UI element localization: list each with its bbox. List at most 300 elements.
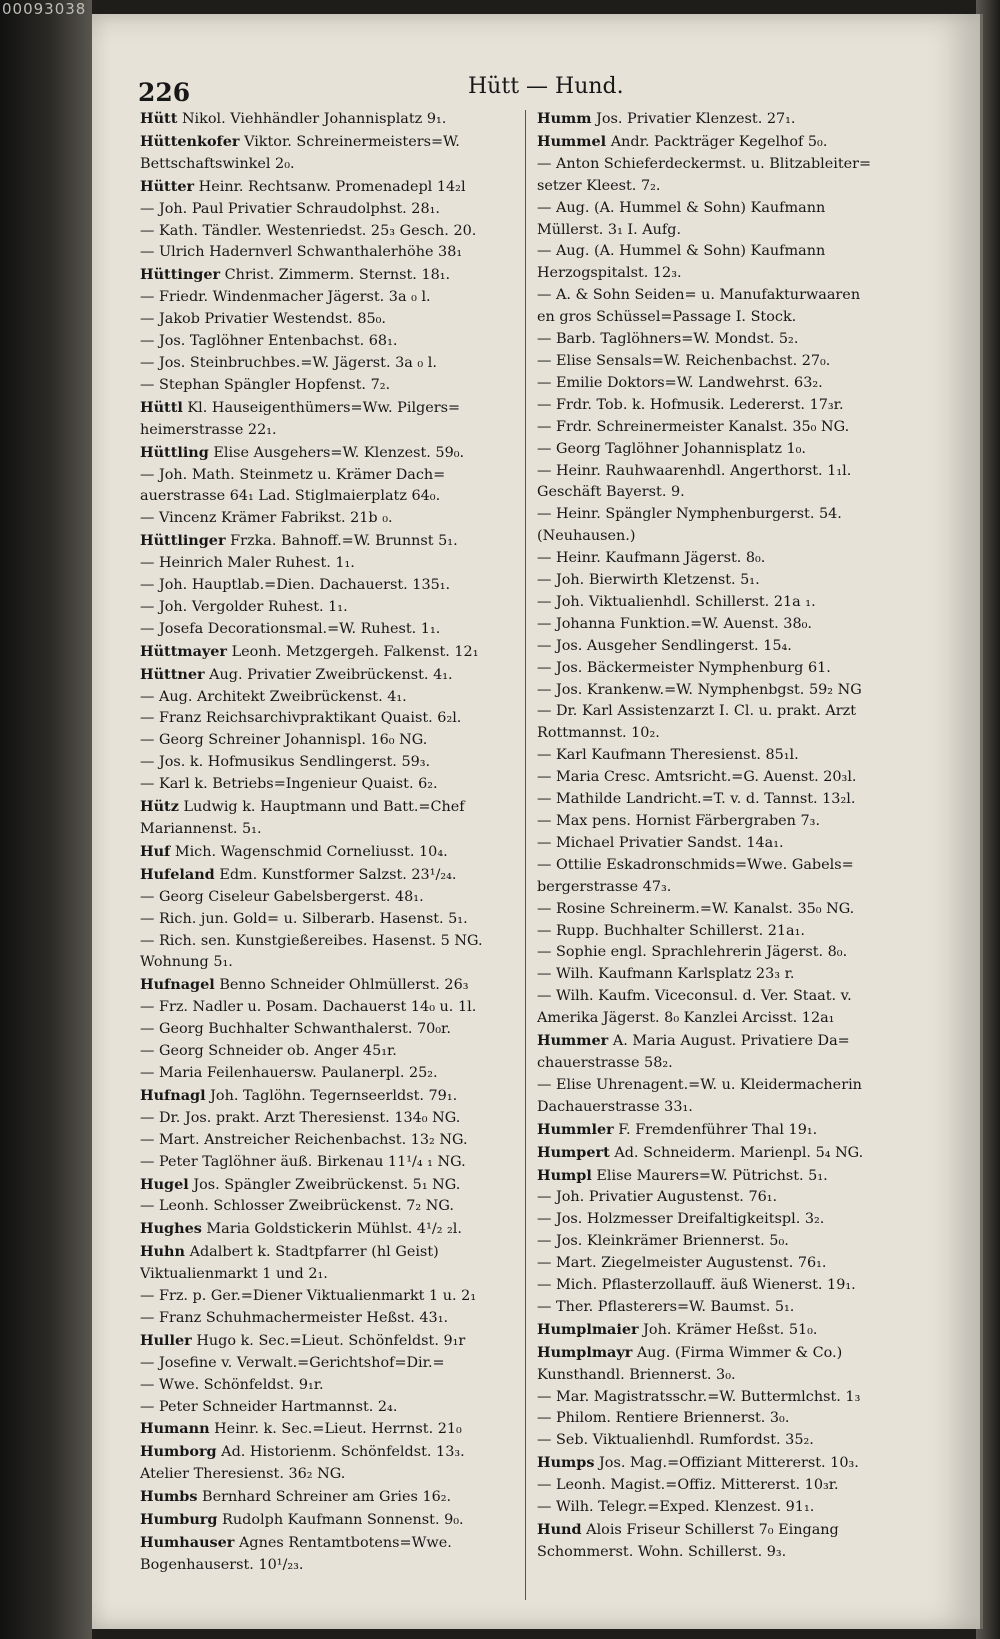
directory-entry <box>140 1441 520 1464</box>
entry-details: — Joh. Bierwirth Kletzenst. 5₁. <box>537 572 760 589</box>
directory-entry <box>537 373 917 395</box>
directory-entry <box>140 1464 520 1486</box>
entry-details: — Mar. Magistratsschr.=W. Buttermlchst. 1₃ <box>537 1388 861 1405</box>
entry-details: Ad. Historienm. Schönfeldst. 13₃. <box>221 1444 465 1461</box>
directory-entry <box>537 108 917 131</box>
entry-details: — Frdr. Schreinermeister Kanalst. 35₀ NG. <box>537 418 850 435</box>
entry-details: Hugo k. Sec.=Lieut. Schönfeldst. 9₁r <box>196 1332 466 1349</box>
directory-entry <box>140 819 520 841</box>
entry-details: — Georg Schreiner Johannispl. 16₀ NG. <box>140 732 428 749</box>
entry-surname: Humm <box>537 110 592 127</box>
entry-surname: Hufeland <box>140 865 215 883</box>
directory-entry <box>537 964 917 986</box>
directory-entry <box>537 439 917 461</box>
entry-details: — Emilie Doktors=W. Landwehrst. 63₂. <box>537 374 823 391</box>
directory-entry <box>140 1108 520 1130</box>
book-binding-edge <box>0 0 92 1639</box>
entry-surname: Hummer <box>537 1032 609 1050</box>
directory-entry <box>537 636 917 658</box>
directory-entry <box>140 1397 520 1419</box>
right-column <box>537 108 917 1564</box>
entry-details: — Mich. Pflasterzollauff. äuß Wienerst. 19₁. <box>537 1277 856 1294</box>
entry-details: — Jos. Bäckermeister Nymphenburg 61. <box>537 659 831 676</box>
directory-entry <box>140 952 520 974</box>
entry-details: — Ottilie Eskadronschmids=Wwe. Gabels= <box>537 856 854 873</box>
entry-details: auerstrasse 64₁ Lad. Stiglmaierplatz 64₀. <box>140 488 441 505</box>
directory-entry <box>537 417 917 439</box>
directory-entry <box>140 331 520 353</box>
directory-entry <box>140 1019 520 1041</box>
entry-details: Jos. Privatier Klenzest. 27₁. <box>596 111 796 127</box>
directory-entry <box>537 592 917 614</box>
entry-details: — Maria Cresc. Amtsricht.=G. Auenst. 20₃l. <box>537 769 857 786</box>
directory-entry <box>140 1241 520 1264</box>
entry-details: — Michael Privatier Sandst. 14a₁. <box>537 834 784 851</box>
entry-details: Kunsthandl. Briennerst. 3₀. <box>537 1366 736 1383</box>
directory-entry <box>140 974 520 997</box>
directory-entry <box>140 375 520 397</box>
directory-entry <box>537 504 917 526</box>
entry-details: Schommerst. Wohn. Schillerst. 9₃. <box>537 1543 787 1560</box>
directory-entry <box>537 1452 917 1475</box>
directory-entry <box>140 1041 520 1063</box>
entry-details: — Aug. (A. Hummel & Sohn) Kaufmann <box>537 199 826 216</box>
entry-details: — Heinr. Kaufmann Jägerst. 8₀. <box>537 550 766 567</box>
directory-entry <box>537 1542 917 1564</box>
directory-entry <box>537 307 917 329</box>
entry-surname: Hummler <box>537 1120 614 1138</box>
entry-details: — Joh. Math. Steinmetz u. Krämer Dach= <box>140 466 446 483</box>
entry-details: setzer Kleest. 7₂. <box>537 177 661 194</box>
entry-surname: Hüttenkofer <box>140 132 240 150</box>
directory-entry <box>537 1097 917 1119</box>
directory-entry <box>140 287 520 309</box>
directory-entry <box>537 899 917 921</box>
directory-entry <box>140 887 520 909</box>
entry-details: Bogenhauserst. 10¹/₂₃. <box>140 1556 304 1573</box>
directory-entry <box>140 841 520 864</box>
directory-entry <box>140 242 520 264</box>
entry-details: — Rich. jun. Gold= u. Silberarb. Hasenst. 5₁. <box>140 910 468 927</box>
entry-details: — Sophie engl. Sprachlehrerin Jägerst. 8₀. <box>537 944 848 961</box>
directory-entry <box>140 1308 520 1330</box>
entry-details: Heinr. Rechtsanw. Promenadepl 14₂l <box>198 178 466 195</box>
directory-entry <box>537 526 917 548</box>
entry-details: Rudolph Kaufmann Sonnenst. 9₀. <box>222 1512 464 1529</box>
directory-entry <box>537 1342 917 1365</box>
directory-entry <box>537 263 917 285</box>
directory-entry <box>537 986 917 1008</box>
entry-details: Ludwig k. Hauptmann und Batt.=Chef <box>183 799 465 816</box>
directory-entry <box>537 548 917 570</box>
directory-entry <box>140 597 520 619</box>
entry-details: Agnes Rentamtbotens=Wwe. <box>238 1535 452 1551</box>
entry-details: — Wilh. Telegr.=Exped. Klenzest. 91₁. <box>537 1499 815 1516</box>
directory-entry <box>140 1486 520 1509</box>
entry-details: — Leonh. Magist.=Offiz. Mittererst. 10₃r. <box>537 1477 839 1494</box>
entry-details: Kl. Hauseigenthümers=Ww. Pilgers= <box>187 399 461 416</box>
directory-entry <box>537 1187 917 1209</box>
directory-entry <box>537 1209 917 1231</box>
entry-surname: Hummel <box>537 132 607 150</box>
entry-details: — Kath. Tändler. Westenriedst. 25₃ Gesch. 20. <box>140 222 477 239</box>
directory-entry <box>537 921 917 943</box>
directory-entry <box>140 1174 520 1197</box>
entry-details: — Jos. Ausgeher Sendlingerst. 15₄. <box>537 637 792 654</box>
directory-entry <box>140 264 520 287</box>
entry-surname: Humps <box>537 1454 595 1472</box>
entry-details: — Mart. Ziegelmeister Augustenst. 76₁. <box>537 1255 827 1272</box>
directory-entry <box>537 614 917 636</box>
entry-details: — Wwe. Schönfeldst. 9₁r. <box>140 1376 324 1393</box>
directory-entry <box>140 1555 520 1577</box>
directory-entry <box>140 687 520 709</box>
entry-details: — A. & Sohn Seiden= u. Manufakturwaaren <box>537 287 861 304</box>
entry-details: Joh. Krämer Heßst. 51₀. <box>643 1321 818 1338</box>
entry-details: — Georg Schneider ob. Anger 45₁r. <box>140 1043 397 1060</box>
entry-details: — Frdr. Tob. k. Hofmusik. Ledererst. 17₃r. <box>537 396 844 413</box>
entry-surname: Hughes <box>140 1220 202 1238</box>
entry-details: Rottmannst. 10₂. <box>537 725 660 742</box>
entry-surname: Hütter <box>140 177 195 195</box>
directory-entry <box>140 1509 520 1532</box>
entry-details: — Peter Schneider Hartmannst. 2₄. <box>140 1398 398 1415</box>
entry-details: — Joh. Paul Privatier Schraudolphst. 28₁. <box>140 200 440 217</box>
entry-surname: Huller <box>140 1331 192 1349</box>
directory-entry <box>537 241 917 263</box>
page-header <box>138 72 918 112</box>
entry-details: — Stephan Spängler Hopfenst. 7₂. <box>140 376 391 393</box>
entry-surname: Hüttmayer <box>140 642 228 660</box>
entry-details: Amerika Jägerst. 8₀ Kanzlei Arcisst. 12a₁ <box>537 1010 835 1027</box>
entry-details: Dachauerstrasse 33₁. <box>537 1098 693 1115</box>
directory-entry <box>537 395 917 417</box>
directory-entry <box>140 864 520 887</box>
entry-surname: Humann <box>140 1420 210 1438</box>
directory-entry <box>140 199 520 221</box>
entry-surname: Humpl <box>537 1166 592 1184</box>
directory-entry <box>537 351 917 373</box>
entry-details: — Georg Taglöhner Johannisplatz 1₀. <box>537 440 806 457</box>
entry-details: — Wilh. Kaufm. Viceconsul. d. Ver. Staat. v. <box>537 988 852 1005</box>
directory-entry <box>140 221 520 243</box>
entry-surname: Hüttinger <box>140 266 221 284</box>
directory-entry <box>140 1286 520 1308</box>
entry-details: — Aug. (A. Hummel & Sohn) Kaufmann <box>537 243 826 260</box>
entry-details: — Aug. Architekt Zweibrückenst. 4₁. <box>140 688 407 705</box>
entry-details: Herzogspitalst. 12₃. <box>537 265 682 282</box>
directory-entry <box>140 108 520 131</box>
entry-surname: Hüttlinger <box>140 532 226 550</box>
entry-details: — Maria Feilenhauersw. Paulanerpl. 25₂. <box>140 1064 438 1081</box>
entry-details: Frzka. Bahnoff.=W. Brunnst 5₁. <box>230 533 458 550</box>
directory-entry <box>140 1063 520 1085</box>
entry-details: — Frz. Nadler u. Posam. Dachauerst 14₀ u. 1l. <box>140 999 477 1016</box>
entry-details: Nikol. Viehhändler Johannisplatz 9₁. <box>181 111 447 127</box>
directory-entry <box>140 442 520 465</box>
directory-entry <box>537 1475 917 1497</box>
entry-details: A. Maria August. Privatiere Da= <box>612 1033 850 1050</box>
entry-details: — Joh. Viktualienhdl. Schillerst. 21a ₁. <box>537 593 816 610</box>
entry-details: — Karl Kaufmann Theresienst. 85₁l. <box>537 747 799 764</box>
directory-entry <box>537 680 917 702</box>
directory-entry <box>537 723 917 745</box>
entry-surname: Humborg <box>140 1443 217 1461</box>
directory-entry <box>537 1519 917 1542</box>
directory-entry <box>537 1142 917 1165</box>
directory-entry <box>537 1075 917 1097</box>
directory-entry <box>140 309 520 331</box>
directory-entry <box>140 353 520 375</box>
directory-entry <box>537 1497 917 1519</box>
entry-surname: Humplmaier <box>537 1320 639 1338</box>
entry-surname: Humplmayr <box>537 1343 633 1361</box>
entry-details: — Heinr. Spängler Nymphenburgerst. 54. <box>537 506 842 523</box>
entry-surname: Hund <box>537 1521 582 1538</box>
entry-details: Viktualienmarkt 1 und 2₁. <box>140 1266 328 1283</box>
directory-entry <box>140 1418 520 1441</box>
entry-details: — Georg Buchhalter Schwanthalerst. 70₀r. <box>140 1021 451 1038</box>
archive-stamp: 00093038 <box>2 0 87 18</box>
directory-entry <box>537 1030 917 1053</box>
entry-details: — Jos. Kleinkrämer Briennerst. 5₀. <box>537 1233 789 1250</box>
entry-details: — Josefa Decorationsmal.=W. Ruhest. 1₁. <box>140 620 441 637</box>
column-divider <box>525 110 526 1600</box>
entry-details: — Joh. Hauptlab.=Dien. Dachauerst. 135₁. <box>140 577 451 594</box>
directory-entry <box>140 752 520 774</box>
entry-details: — Max pens. Hornist Färbergraben 7₃. <box>537 813 821 829</box>
directory-entry <box>537 1297 917 1319</box>
directory-entry <box>140 931 520 953</box>
entry-details: Ad. Schneiderm. Marienpl. 5₄ NG. <box>614 1144 864 1161</box>
directory-entry <box>537 154 917 176</box>
directory-entry <box>537 1275 917 1297</box>
entry-details: Joh. Taglöhn. Tegernseerldst. 79₁. <box>210 1087 458 1104</box>
entry-surname: Humburg <box>140 1511 218 1529</box>
entry-details: Wohnung 5₁. <box>140 954 233 971</box>
entry-details: — Rupp. Buchhalter Schillerst. 21a₁. <box>537 922 805 939</box>
entry-details: — Wilh. Kaufmann Karlsplatz 23₃ r. <box>537 966 795 983</box>
directory-entry <box>140 997 520 1019</box>
entry-details: Bettschaftswinkel 2₀. <box>140 155 295 172</box>
directory-entry <box>537 1253 917 1275</box>
directory-entry <box>537 855 917 877</box>
entry-details: — Elise Sensals=W. Reichenbachst. 27₀. <box>537 352 831 369</box>
entry-details: — Peter Taglöhner äuß. Birkenau 11¹/₄ ₁ NG. <box>140 1153 466 1170</box>
entry-details: Geschäft Bayerst. 9. <box>537 484 685 501</box>
directory-entry <box>537 329 917 351</box>
entry-details: — Leonh. Schlosser Zweibrückenst. 7₂ NG. <box>140 1198 454 1215</box>
directory-entry <box>140 420 520 442</box>
entry-details: — Joh. Vergolder Ruhest. 1₁. <box>140 598 348 615</box>
directory-entry <box>537 198 917 220</box>
entry-details: — Rich. sen. Kunstgießereibes. Hasenst. 5 NG. <box>140 932 483 949</box>
directory-entry <box>140 1085 520 1108</box>
directory-entry <box>140 465 520 487</box>
directory-entry <box>140 131 520 154</box>
directory-entry <box>537 833 917 855</box>
entry-details: — Barb. Taglöhners=W. Mondst. 5₂. <box>537 331 799 348</box>
directory-entry <box>537 767 917 789</box>
entry-details: — Jakob Privatier Westendst. 85₀. <box>140 311 386 328</box>
entry-details: F. Fremdenführer Thal 19₁. <box>618 1121 818 1138</box>
directory-entry <box>140 1196 520 1218</box>
directory-entry <box>140 486 520 508</box>
entry-details: — Seb. Viktualienhdl. Rumfordst. 35₂. <box>537 1432 814 1449</box>
entry-surname: Hugel <box>140 1175 189 1193</box>
directory-entry <box>140 1130 520 1152</box>
directory-entry <box>537 811 917 833</box>
directory-entry <box>140 553 520 575</box>
entry-surname: Humbs <box>140 1488 198 1506</box>
entry-surname: Huf <box>140 842 171 860</box>
directory-entry <box>537 482 917 504</box>
entry-details: Alois Friseur Schillerst 7₀ Eingang <box>586 1522 839 1538</box>
entry-surname: Hüttl <box>140 398 183 416</box>
directory-entry <box>537 745 917 767</box>
entry-details: — Mathilde Landricht.=T. v. d. Tannst. 13₂l. <box>537 791 856 808</box>
directory-entry <box>537 1231 917 1253</box>
entry-details: Elise Maurers=W. Pütrichst. 5₁. <box>596 1167 828 1184</box>
entry-details: Mariannenst. 5₁. <box>140 821 262 837</box>
entry-details: — Heinrich Maler Ruhest. 1₁. <box>140 555 355 572</box>
entry-surname: Hufnagl <box>140 1086 206 1104</box>
entry-details: Jos. Mag.=Offiziant Mittererst. 10₃. <box>599 1455 859 1472</box>
directory-entry <box>537 1053 917 1075</box>
directory-entry <box>537 1008 917 1030</box>
entry-details: — Jos. Krankenw.=W. Nymphenbgst. 59₂ NG <box>537 681 862 698</box>
entry-details: Leonh. Metzgergeh. Falkenst. 12₁ <box>231 643 479 660</box>
left-column <box>140 108 520 1577</box>
entry-details: — Josefine v. Verwalt.=Gerichtshof=Dir.= <box>140 1354 445 1371</box>
directory-entry <box>537 942 917 964</box>
directory-entry <box>537 1365 917 1387</box>
directory-entry <box>537 461 917 483</box>
entry-details: Christ. Zimmerm. Sternst. 18₁. <box>224 267 451 284</box>
entry-details: Bernhard Schreiner am Gries 16₂. <box>202 1489 452 1506</box>
entry-details: — Mart. Anstreicher Reichenbachst. 13₂ NG. <box>140 1131 468 1148</box>
entry-details: Aug. Privatier Zweibrückenst. 4₁. <box>209 666 453 683</box>
entry-details: — Friedr. Windenmacher Jägerst. 3a ₀ l. <box>140 289 431 306</box>
directory-entry <box>537 570 917 592</box>
entry-details: — Rosine Schreinerm.=W. Kanalst. 35₀ NG. <box>537 900 855 917</box>
entry-surname: Hüttner <box>140 665 205 683</box>
directory-entry <box>537 701 917 723</box>
entry-surname: Huhn <box>140 1243 185 1261</box>
entry-surname: Humhauser <box>140 1534 235 1551</box>
directory-entry <box>537 176 917 198</box>
entry-details: — Franz Reichsarchivpraktikant Quaist. 6₂l. <box>140 710 462 727</box>
entry-details: Edm. Kunstformer Salzst. 23¹/₂₄. <box>219 866 457 883</box>
entry-details: heimerstrasse 22₁. <box>140 421 277 438</box>
directory-entry <box>140 397 520 420</box>
directory-entry <box>140 575 520 597</box>
directory-entry <box>537 1119 917 1142</box>
entry-details: — Heinr. Rauhwaarenhdl. Angerthorst. 1₁l. <box>537 462 852 479</box>
entry-details: — Philom. Rentiere Briennerst. 3₀. <box>537 1410 790 1427</box>
entry-details: — Dr. Jos. prakt. Arzt Theresienst. 134₀ NG. <box>140 1109 461 1126</box>
directory-entry <box>140 664 520 687</box>
entry-details: Heinr. k. Sec.=Lieut. Herrnst. 21₀ <box>214 1421 462 1438</box>
entry-details: chauerstrasse 58₂. <box>537 1054 673 1071</box>
directory-entry <box>537 789 917 811</box>
entry-details: Mich. Wagenschmid Corneliusst. 10₄. <box>174 843 448 860</box>
entry-details: Viktor. Schreinermeisters=W. <box>244 133 460 150</box>
directory-entry <box>140 1264 520 1286</box>
entry-details: — Anton Schieferdeckermst. u. Blitzableiter= <box>537 155 872 172</box>
entry-surname: Hütt <box>140 110 178 127</box>
entry-details: — Jos. Holzmesser Dreifaltigkeitspl. 3₂. <box>537 1211 825 1228</box>
directory-entry <box>537 220 917 242</box>
entry-details: Benno Schneider Ohlmüllerst. 26₃ <box>219 977 469 994</box>
directory-entry <box>140 774 520 796</box>
directory-entry <box>140 1375 520 1397</box>
entry-details: Elise Ausgehers=W. Klenzest. 59₀. <box>213 444 465 461</box>
entry-details: — Vincenz Krämer Fabrikst. 21b ₀. <box>140 510 393 527</box>
entry-details: (Neuhausen.) <box>537 528 636 545</box>
entry-details: — Frz. p. Ger.=Diener Viktualienmarkt 1 u. 2₁ <box>140 1288 477 1305</box>
directory-entry <box>140 796 520 819</box>
entry-details: Müllerst. 3₁ I. Aufg. <box>537 221 682 238</box>
directory-entry <box>140 530 520 553</box>
entry-details: Andr. Packträger Kegelhof 5₀. <box>610 133 828 150</box>
directory-entry <box>140 1218 520 1241</box>
directory-entry <box>537 1319 917 1342</box>
entry-details: — Jos. Taglöhner Entenbachst. 68₁. <box>140 333 398 350</box>
entry-details: — Johanna Funktion.=W. Auenst. 38₀. <box>537 615 812 632</box>
directory-entry <box>140 708 520 730</box>
directory-entry <box>537 1430 917 1452</box>
directory-entry <box>537 285 917 307</box>
entry-details: — Franz Schuhmachermeister Heßst. 43₁. <box>140 1309 449 1326</box>
directory-entry <box>140 154 520 176</box>
entry-details: — Jos. k. Hofmusikus Sendlingerst. 59₃. <box>140 754 431 771</box>
entry-details: — Georg Ciseleur Gabelsbergerst. 48₁. <box>140 888 424 905</box>
entry-details: — Ulrich Hadernverl Schwanthalerhöhe 38₁ <box>140 244 463 261</box>
entry-surname: Humpert <box>537 1143 610 1161</box>
entry-details: — Dr. Karl Assistenzarzt I. Cl. u. prakt. Arzt <box>537 703 857 720</box>
directory-entry <box>140 1330 520 1353</box>
directory-entry <box>537 1408 917 1430</box>
directory-entry <box>140 641 520 664</box>
entry-details: Atelier Theresienst. 36₂ NG. <box>140 1466 346 1483</box>
entry-details: Aug. (Firma Wimmer & Co.) <box>636 1344 843 1361</box>
entry-details: — Elise Uhrenagent.=W. u. Kleidermacherin <box>537 1076 862 1093</box>
directory-entry <box>537 131 917 154</box>
entry-surname: Hufnagel <box>140 976 215 994</box>
entry-surname: Hütz <box>140 798 179 816</box>
entry-details: — Joh. Privatier Augustenst. 76₁. <box>537 1189 778 1206</box>
directory-entry <box>537 658 917 680</box>
running-head: Hütt — Hund. <box>468 74 624 99</box>
directory-entry <box>140 1353 520 1375</box>
directory-entry <box>140 730 520 752</box>
entry-surname: Hüttling <box>140 443 209 461</box>
entry-details: — Karl k. Betriebs=Ingenieur Quaist. 6₂. <box>140 776 438 793</box>
directory-entry <box>140 909 520 931</box>
directory-entry <box>537 877 917 899</box>
entry-details: bergerstrasse 47₃. <box>537 878 672 895</box>
entry-details: Adalbert k. Stadtpfarrer (hl Geist) <box>189 1244 439 1261</box>
directory-entry <box>140 176 520 199</box>
directory-entry <box>140 619 520 641</box>
directory-entry <box>537 1387 917 1409</box>
directory-entry <box>537 1165 917 1188</box>
entry-details: Maria Goldstickerin Mühlst. 4¹/₂ ₂l. <box>206 1221 462 1238</box>
directory-entry <box>140 508 520 530</box>
entry-details: Jos. Spängler Zweibrückenst. 5₁ NG. <box>193 1176 461 1193</box>
entry-details: en gros Schüssel=Passage I. Stock. <box>537 309 797 326</box>
